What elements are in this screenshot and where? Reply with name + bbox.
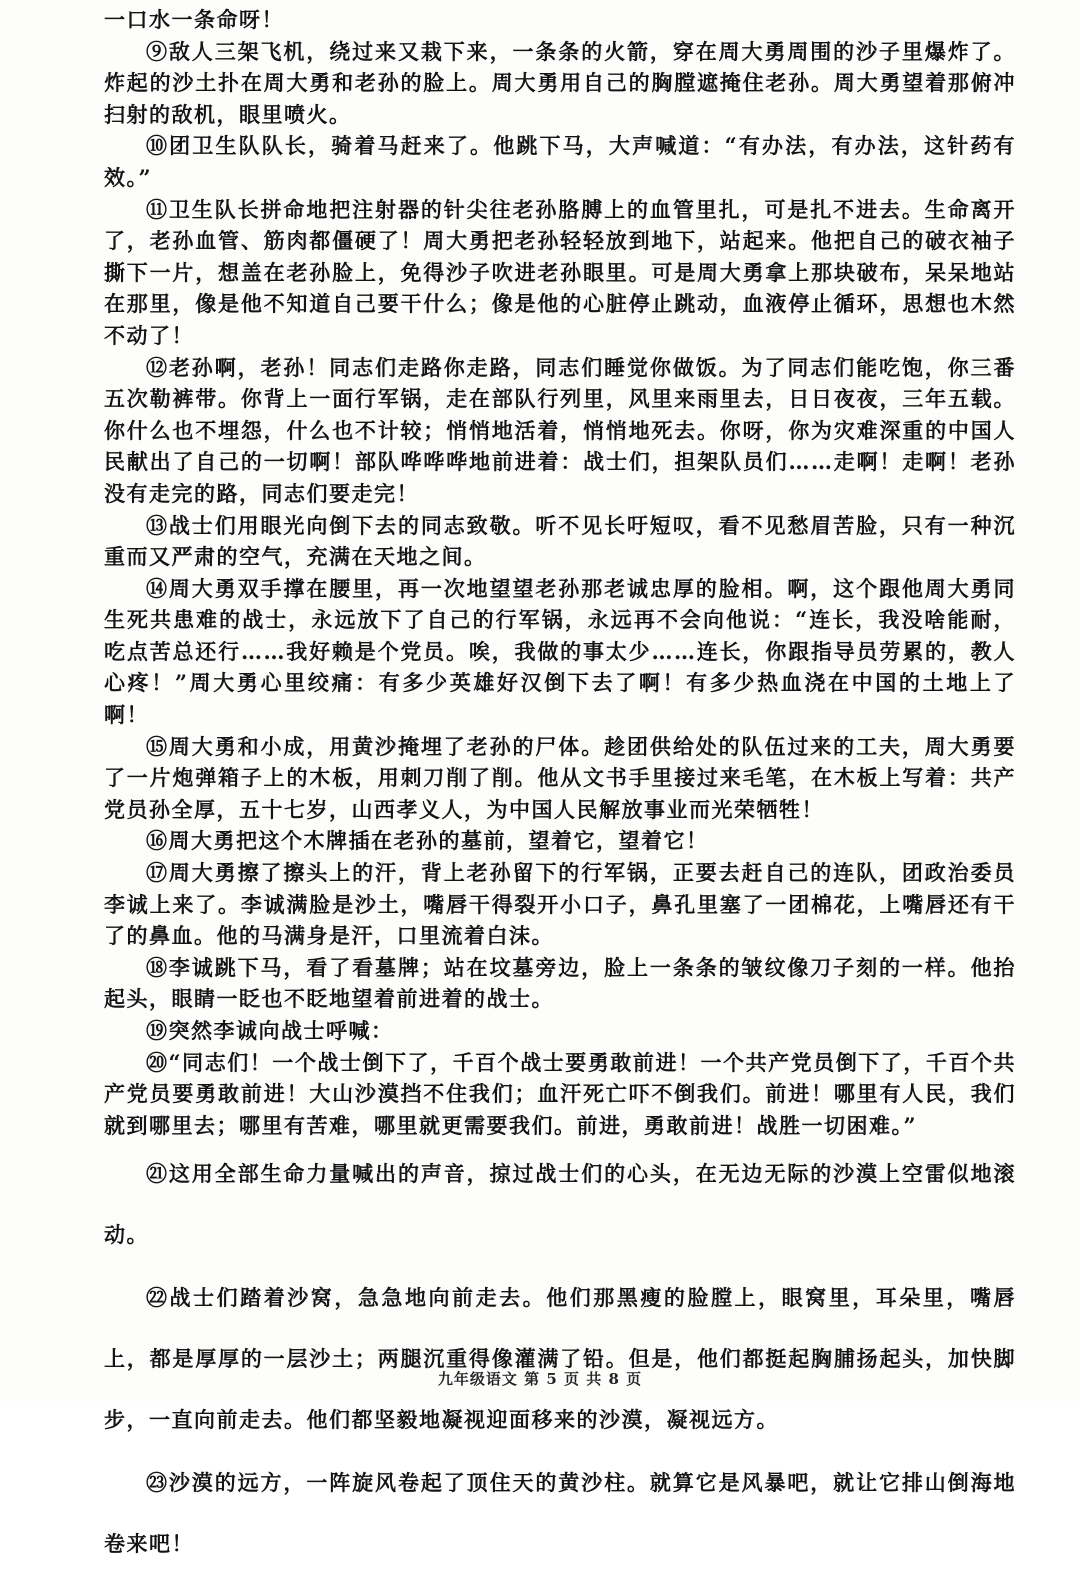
paragraph-10: ⑩团卫生队队长，骑着马赶来了。他跳下马，大声喊道：“有办法，有办法，这针药有效。” bbox=[104, 133, 1016, 190]
paragraph-21: ㉑这用全部生命力量喊出的声音，掠过战士们的心头，在无边无际的沙漠上空雷似地滚动。 bbox=[104, 1161, 1016, 1248]
page-footer: 九年级语文 第 5 页 共 8 页 bbox=[437, 1370, 643, 1388]
paragraph-23: ㉓沙漠的远方，一阵旋风卷起了顶住天的黄沙柱。就算它是风暴吧，就让它排山倒海地卷来吧！ bbox=[104, 1470, 1016, 1557]
paragraph-22: ㉒战士们踏着沙窝，急急地向前走去。他们那黑瘦的脸膛上，眼窝里，耳朵里，嘴唇上，都是厚厚的一层沙土；两腿沉重得像灌满了铅。但是，他们都挺起胸脯扬起头，加快脚步，一直向前走去。他们都坚毅地凝视迎面移来的沙漠，凝视远方。 bbox=[104, 1285, 1016, 1433]
paragraph-14: ⑭周大勇双手撑在腰里，再一次地望望老孙那老诚忠厚的脸相。啊，这个跟他周大勇同生死共患难的战士，永远放下了自己的行军锅，永远再不会向他说：“连长，我没啥能耐，吃点苦总还行……我好赖是个党员。唉，我做的事太少……连长，你跟指导员劳累的，教人心疼！”周大勇心里绞痛：有多少英雄好汉倒下去了啊！有多少热血浇在中国的土地上了啊！ bbox=[104, 575, 1016, 728]
paragraph-9: ⑨敌人三架飞机，绕过来又栽下来，一条条的火箭，穿在周大勇周围的沙子里爆炸了。炸起的沙土扑在周大勇和老孙的脸上。周大勇用自己的胸膛遮掩住老孙。周大勇望着那俯冲扫射的敌机，眼里喷火。 bbox=[104, 38, 1016, 127]
paragraph-17: ⑰周大勇擦了擦头上的汗，背上老孙留下的行军锅，正要去赶自己的连队，团政治委员李诚上来了。李诚满脸是沙土，嘴唇干得裂开小口子，鼻孔里塞了一团棉花，上嘴唇还有干了的鼻血。他的马满身是汗，口里流着白沫。 bbox=[104, 860, 1016, 949]
paragraph-16: ⑯周大勇把这个木牌插在老孙的墓前，望着它，望着它！ bbox=[146, 828, 709, 854]
paragraph-12: ⑫老孙啊，老孙！同志们走路你走路，同志们睡觉你做饭。为了同志们能吃饱，你三番五次勒裤带。你背上一面行军锅，走在部队行列里，风里来雨里去，日日夜夜，三年五载。你什么也不埋怨，什么也不计较；悄悄地活着，悄悄地死去。你呀，你为灾难深重的中国人民献出了自己的一切啊！部队哗哗哗地前进着：战士们，担架队员们……走啊！走啊！老孙没有走完的路，同志们要走完！ bbox=[104, 354, 1016, 506]
paragraph-15: ⑮周大勇和小成，用黄沙掩埋了老孙的尸体。趁团供给处的队伍过来的工夫，周大勇要了一片炮弹箱子上的木板，用刺刀削了削。他从文书手里接过来毛笔，在木板上写着：共产党员孙全厚，五十七岁，山西孝义人，为中国人民解放事业而光荣牺牲！ bbox=[104, 733, 1016, 822]
paragraph-18: ⑱李诚跳下马，看了看墓牌；站在坟墓旁边，脸上一条条的皱纹像刀子刻的一样。他抬起头，眼睛一眨也不眨地望着前进着的战士。 bbox=[104, 954, 1016, 1012]
paragraph-19: ⑲突然李诚向战士呼喊： bbox=[146, 1018, 394, 1043]
paragraph-continuation: 一口水一条命呀！ bbox=[104, 7, 284, 32]
paragraph-20: ⑳“同志们！一个战士倒下了，千百个战士要勇敢前进！一个共产党员倒下了，千百个共产党员要勇敢前进！大山沙漠挡不住我们；血汗死亡吓不倒我们。前进！哪里有人民，我们就到哪里去；哪里有苦难，哪里就更需要我们。前进，勇敢前进！战胜一切困难。” bbox=[104, 1049, 1016, 1138]
paragraph-13: ⑬战士们用眼光向倒下去的同志致敬。听不见长吁短叹，看不见愁眉苦脸，只有一种沉重而又严肃的空气，充满在天地之间。 bbox=[104, 512, 1016, 570]
article-body bbox=[104, 4, 1016, 1574]
paragraph-11: ⑪卫生队长拼命地把注射器的针尖往老孙胳膊上的血管里扎，可是扎不进去。生命离开了，老孙血管、筋肉都僵硬了！周大勇把老孙轻轻放到地下，站起来。他把自己的破衣袖子撕下一片，想盖在老孙脸上，免得沙子吹进老孙眼里。可是周大勇拿上那块破布，呆呆地站在那里，像是他不知道自己要干什么；像是他的心脏停止跳动，血液停止循环，思想也木然不动了！ bbox=[104, 196, 1016, 348]
